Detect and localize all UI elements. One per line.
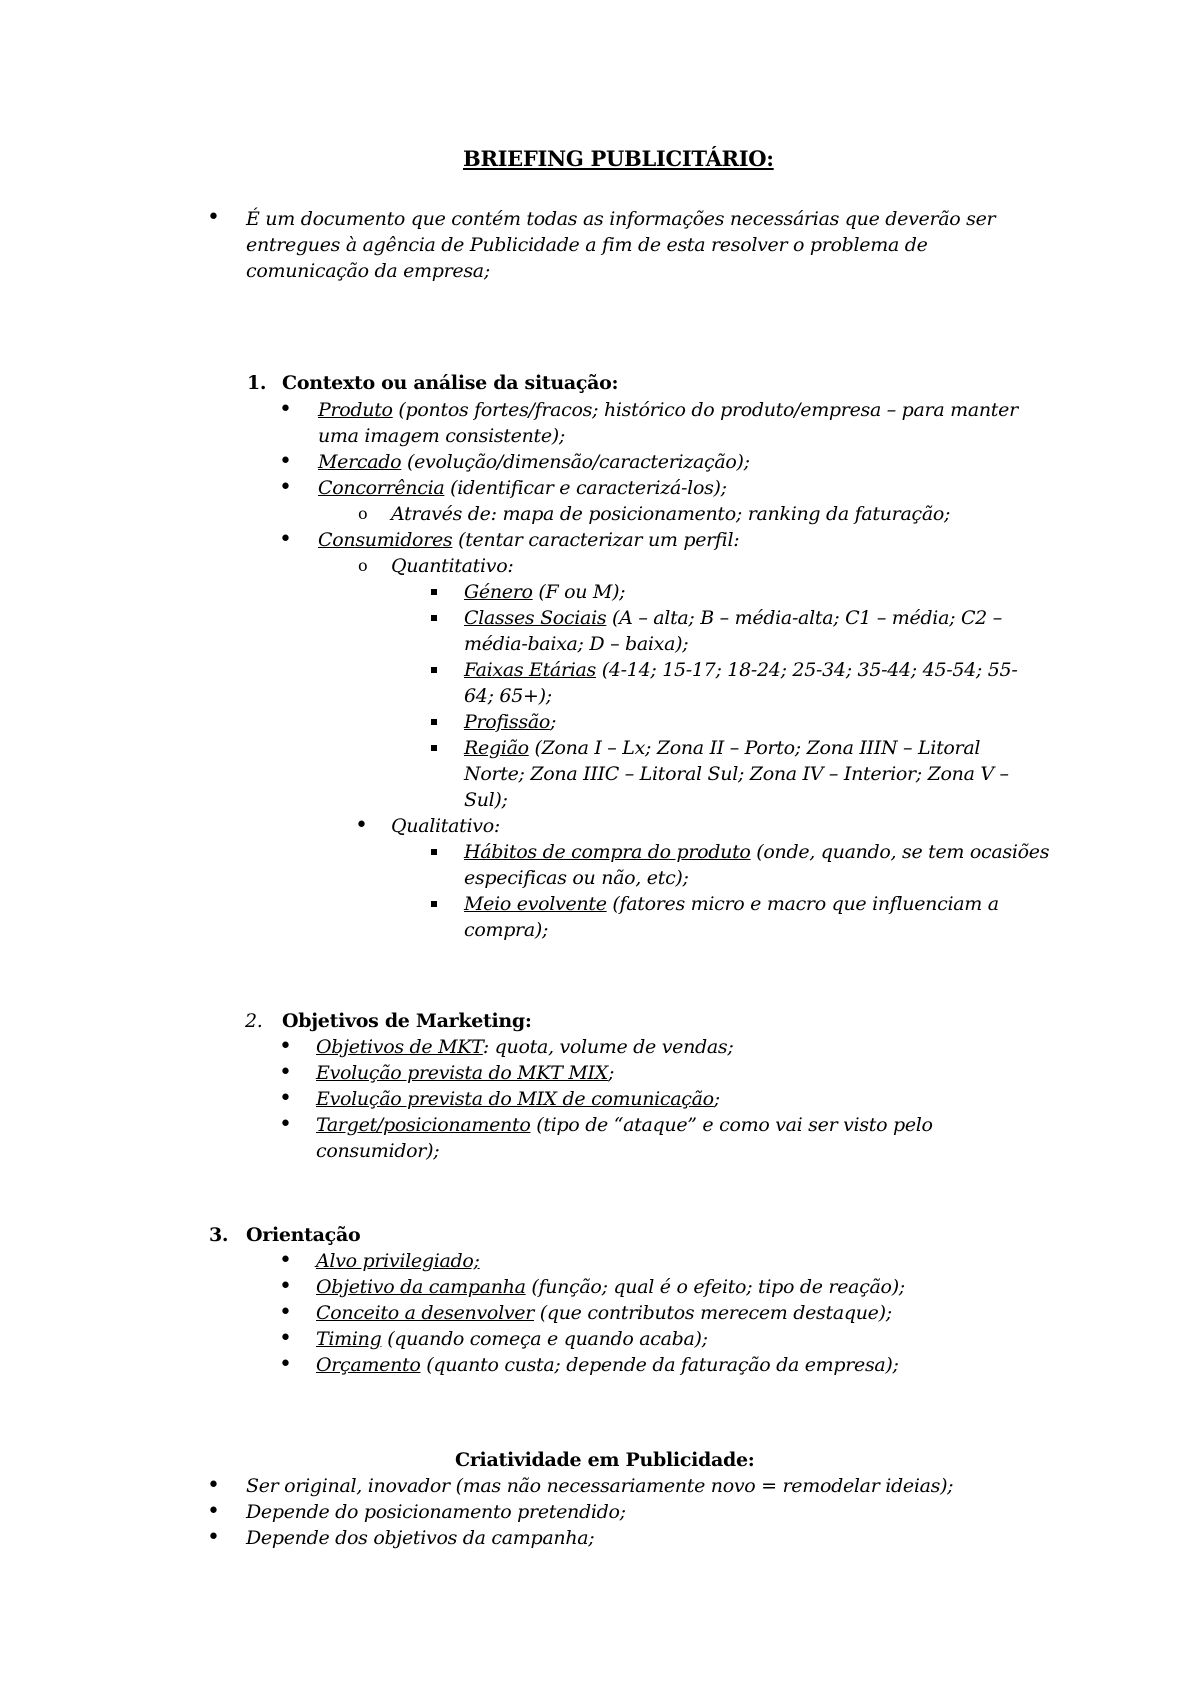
circle-bullet-icon: o	[358, 556, 368, 575]
bullet-icon: •	[279, 1060, 292, 1085]
item-term: Consumidores	[318, 529, 453, 551]
document-title: BRIEFING PUBLICITÁRIO:	[463, 146, 774, 171]
item-text: ;	[713, 1088, 720, 1110]
item-text: (função; qual é o efeito; tipo de reação);	[525, 1276, 905, 1298]
list-item-concorrencia	[318, 475, 727, 501]
bullet-icon: •	[279, 1248, 292, 1273]
item-term: Target/posicionamento	[316, 1114, 531, 1136]
item-continuation: média-baixa; D – baixa);	[464, 633, 689, 655]
item-text: (F ou M);	[532, 581, 626, 603]
list-subitem: Qualitativo:	[391, 815, 500, 837]
intro-line: entregues à agência de Publicidade a fim de esta resolver o problema de	[246, 234, 928, 256]
list-item	[316, 1086, 720, 1112]
item-continuation: Norte; Zona IIIC – Litoral Sul; Zona IV – Interior; Zona V –	[464, 763, 1009, 785]
list-subitem: Quantitativo:	[391, 555, 514, 577]
section-heading: Criatividade em Publicidade:	[455, 1449, 755, 1471]
bullet-icon: •	[279, 1300, 292, 1325]
circle-bullet-icon: o	[358, 504, 368, 523]
list-item-produto	[318, 397, 1018, 423]
square-bullet-icon	[431, 901, 437, 907]
section-heading: Orientação	[246, 1224, 361, 1246]
item-continuation: consumidor);	[316, 1140, 440, 1162]
item-text: (que contributos merecem destaque);	[534, 1302, 892, 1324]
item-continuation: 64; 65+);	[464, 685, 552, 707]
bullet-icon: •	[279, 1112, 292, 1137]
item-term: Evolução prevista do MKT MIX	[316, 1062, 608, 1084]
square-bullet-icon	[431, 745, 437, 751]
bullet-icon: •	[355, 813, 368, 838]
bullet-icon: •	[279, 527, 292, 552]
bullet-icon: •	[279, 449, 292, 474]
square-bullet-icon	[431, 589, 437, 595]
item-text: (onde, quando, se tem ocasiões	[750, 841, 1050, 863]
item-continuation: especificas ou não, etc);	[464, 867, 689, 889]
square-bullet-icon	[431, 615, 437, 621]
item-text: (A – alta; B – média-alta; C1 – média; C2 –	[606, 607, 1002, 629]
item-text: (quanto custa; depende da faturação da empresa);	[420, 1354, 899, 1376]
item-term: Meio evolvente	[464, 893, 607, 915]
item-text: (pontos fortes/fracos; histórico do produto/empresa – para manter	[392, 399, 1018, 421]
bullet-icon: •	[279, 397, 292, 422]
square-bullet-icon	[431, 719, 437, 725]
list-subitem: Através de: mapa de posicionamento; ranking da faturação;	[391, 503, 951, 525]
list-item	[316, 1274, 905, 1300]
item-text: (tentar caracterizar um perfil:	[452, 529, 740, 551]
list-subsubitem-regiao	[464, 735, 980, 761]
item-term: Profissão	[464, 711, 550, 733]
item-term: Orçamento	[316, 1354, 421, 1376]
item-text: (evolução/dimensão/caracterização);	[401, 451, 750, 473]
item-term: Objetivo da campanha	[316, 1276, 526, 1298]
bullet-icon: •	[279, 1274, 292, 1299]
list-subsubitem-faixas	[464, 657, 1017, 683]
list-item	[316, 1034, 733, 1060]
item-text: (tipo de “ataque” e como vai ser visto pelo	[530, 1114, 933, 1136]
item-text: (Zona I – Lx; Zona II – Porto; Zona IIIN – Litoral	[528, 737, 981, 759]
item-continuation: uma imagem consistente);	[318, 425, 566, 447]
item-text: ;	[607, 1062, 615, 1084]
item-term: Concorrência	[318, 477, 445, 499]
bullet-icon: •	[207, 205, 220, 230]
item-continuation: compra);	[464, 919, 549, 941]
section-number: 2.	[245, 1010, 263, 1032]
intro-line: comunicação da empresa;	[246, 260, 490, 282]
section-number: 3.	[209, 1224, 229, 1246]
list-item	[316, 1060, 614, 1086]
item-continuation: Sul);	[464, 789, 508, 811]
list-item	[316, 1248, 480, 1274]
item-term: Timing	[316, 1328, 382, 1350]
square-bullet-icon	[431, 849, 437, 855]
item-text: (4-14; 15-17; 18-24; 25-34; 35-44; 45-54; 55-	[596, 659, 1018, 681]
item-term: Produto	[318, 399, 393, 421]
bullet-icon: •	[279, 1086, 292, 1111]
item-term: Género	[464, 581, 533, 603]
list-item: Depende dos objetivos da campanha;	[246, 1527, 595, 1549]
item-text: (quando começa e quando acaba);	[381, 1328, 708, 1350]
item-term: Alvo privilegiado;	[316, 1250, 480, 1272]
item-term: Hábitos de compra do produto	[464, 841, 751, 863]
list-item	[316, 1326, 708, 1352]
list-item-mercado	[318, 449, 750, 475]
list-item: Depende do posicionamento pretendido;	[246, 1501, 626, 1523]
section-number: 1.	[247, 372, 267, 394]
list-item-consumidores	[318, 527, 739, 553]
list-subsubitem-meio	[464, 891, 999, 917]
bullet-icon: •	[207, 1525, 220, 1550]
bullet-icon: •	[279, 1326, 292, 1351]
item-term: Mercado	[318, 451, 402, 473]
item-term: Região	[464, 737, 529, 759]
list-subsubitem-habitos	[464, 839, 1049, 865]
item-term: Evolução prevista do MIX de comunicação	[316, 1088, 714, 1110]
list-item	[316, 1300, 892, 1326]
section-heading: Contexto ou análise da situação:	[282, 372, 619, 394]
list-item	[316, 1352, 899, 1378]
intro-line: É um documento que contém todas as informações necessárias que deverão ser	[246, 208, 996, 230]
list-subsubitem-classes	[464, 605, 1002, 631]
item-text: (fatores micro e macro que influenciam a	[606, 893, 999, 915]
item-text: : quota, volume de vendas;	[482, 1036, 734, 1058]
list-subsubitem-profissao	[464, 709, 556, 735]
bullet-icon: •	[207, 1499, 220, 1524]
item-text: ;	[549, 711, 557, 733]
item-term: Conceito a desenvolver	[316, 1302, 535, 1324]
bullet-icon: •	[279, 1034, 292, 1059]
list-item	[316, 1112, 933, 1138]
bullet-icon: •	[279, 1352, 292, 1377]
list-subsubitem-genero	[464, 579, 625, 605]
bullet-icon: •	[279, 475, 292, 500]
list-item: Ser original, inovador (mas não necessariamente novo = remodelar ideias);	[246, 1475, 954, 1497]
bullet-icon: •	[207, 1473, 220, 1498]
square-bullet-icon	[431, 667, 437, 673]
item-term: Objetivos de MKT	[316, 1036, 483, 1058]
item-term: Classes Sociais	[464, 607, 607, 629]
item-term: Faixas Etárias	[464, 659, 597, 681]
section-heading: Objetivos de Marketing:	[282, 1010, 532, 1032]
item-text: (identificar e caracterizá-los);	[444, 477, 727, 499]
